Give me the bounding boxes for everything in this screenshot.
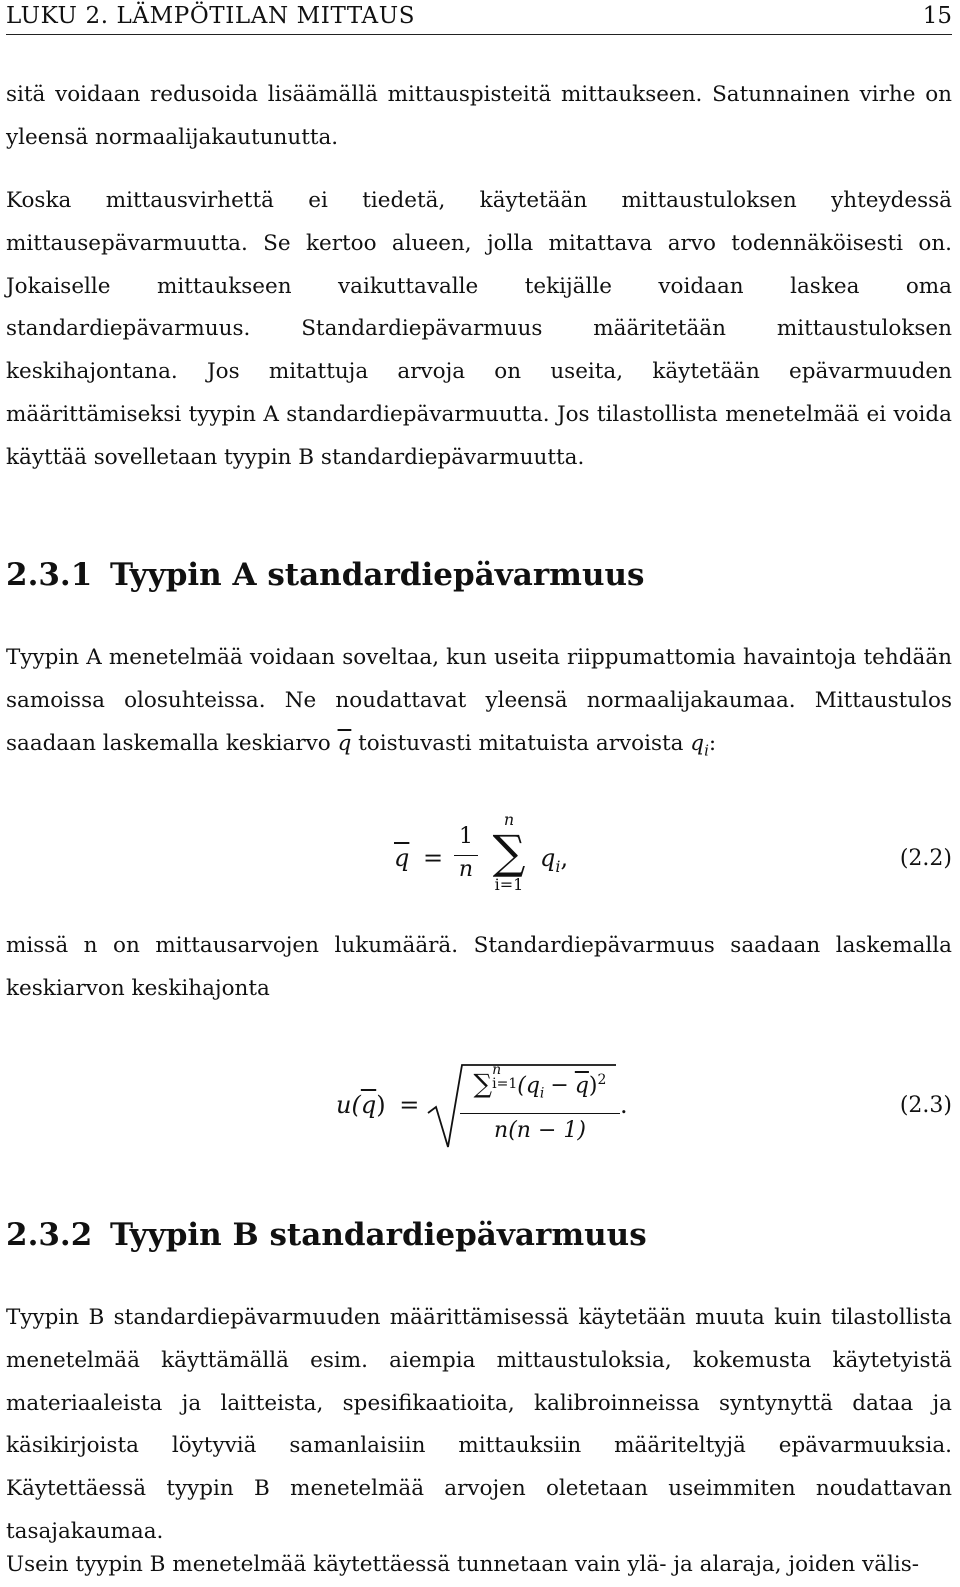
function-u: u( (336, 1091, 361, 1119)
punctuation: , (560, 844, 569, 872)
paragraph-measurement-uncertainty: Koska mittausvirhettä ei tiedetä, käytetään mittaustuloksen yhteydessä mittausepävarmuutta. Se kertoo alueen, jolla mitattava arvo todennäköisesti on. Jokaiselle mittaukseen vaikuttavalle tekijälle voidaan laskea oma standardiepävarmuus. Standardiepävarmuus määritetään mittaustuloksen keskihajontana. Jos mitattuja arvoja on useita, käytetään epävarmuuden määrittämiseksi tyypin A standardiepävarmuutta. Jos tilastollista menetelmää ei voida käyttää sovelletaan tyypin B standardiepävarmuutta. (6, 188, 952, 470)
equation-lhs (336, 1091, 419, 1119)
paragraph-standard-uncertainty: missä n on mittausarvojen lukumäärä. Standardiepävarmuus saadaan laskemalla keskiarvon keskihajonta (6, 933, 952, 1001)
minus-sign: − (550, 1073, 569, 1099)
paren-close: ) (588, 1073, 598, 1099)
punctuation: : (708, 730, 717, 756)
sum-limits (492, 1063, 517, 1091)
sum-upper-limit: n (503, 810, 515, 829)
page-number: 15 (922, 3, 952, 29)
subscript-i: i (539, 1085, 545, 1102)
sum-sign: ∑ (492, 825, 526, 879)
summation (484, 810, 534, 896)
exponent: 2 (597, 1072, 607, 1088)
root-numerator (460, 1063, 620, 1111)
section-title: Tyypin B standardiepävarmuus (110, 1217, 647, 1253)
fraction-denominator: n (454, 855, 478, 884)
paragraph-type-b-method: Tyypin B standardiepävarmuuden määrittämisessä käytetään muuta kuin tilastollista menetelmää käyttämällä esim. aiempia mittaustuloksia, kokemusta käytetyistä materiaaleista ja laitteista, spesifikaatioita, kalibroinneissa syntynyttä dataa ja käsikirjoista löytyviä samanlaisiin mittauksiin määriteltyjä epävarmuuksia. Käytettäessä tyypin B menetelmää arvojen oletetaan useimmiten noudattavan tasajakaumaa. (6, 1305, 952, 1544)
running-header (6, 0, 952, 35)
section-number: 2.3.2 (6, 1217, 93, 1253)
subscript-i: i (704, 740, 709, 759)
chapter-title: LUKU 2. LÄMPÖTILAN MITTAUS (6, 3, 416, 29)
section-title: Tyypin A standardiepävarmuus (110, 557, 645, 593)
sum-lower-limit: i=1 (494, 875, 524, 894)
section-number: 2.3.1 (6, 557, 93, 593)
fraction-numerator: 1 (459, 824, 473, 849)
subscript-i: i (555, 856, 561, 876)
mean-symbol: $\overline{q}$ (337, 730, 352, 756)
section-heading-type-b (6, 1215, 647, 1255)
paragraph-bounds: Usein tyypin B menetelmää käytettäessä tunnetaan vain ylä- ja alaraja, joiden välis- (6, 1552, 920, 1577)
mean-symbol: $\overline{q}$ (394, 844, 410, 872)
variable-q: q (690, 730, 705, 756)
paragraph-text: toistuvasti mitatuista arvoista (351, 730, 691, 756)
mean-symbol: $\overline{q}$ (574, 1073, 589, 1099)
sum-upper-limit: n (492, 1062, 502, 1078)
variable-q: q (540, 844, 556, 872)
sum-sign: ∑ (473, 1069, 493, 1100)
paragraph-type-a-method (6, 637, 952, 772)
equation-standard-uncertainty (6, 1055, 952, 1155)
equation-lhs (394, 844, 443, 872)
term-q: (q (517, 1073, 540, 1099)
equation-number: (2.2) (899, 846, 952, 871)
punctuation: . (620, 1091, 628, 1119)
summand (540, 844, 568, 876)
equation-mean (6, 810, 952, 906)
equals-sign: = (399, 1091, 420, 1119)
mean-symbol: $\overline{q}$ (360, 1091, 377, 1119)
equation-number: (2.3) (899, 1093, 952, 1118)
root-fraction (460, 1063, 620, 1148)
section-heading-type-a (6, 555, 645, 595)
paragraph-text: Tyypin A menetelmää voidaan soveltaa, kun useita riippumattomia havaintoja tehdään samoissa olosuhteissa. Ne noudattavat yleensä normaalijakaumaa. Mittaustulos saadaan laskemalla keskiarvo (6, 645, 952, 756)
paragraph-random-error: sitä voidaan redusoida lisäämällä mittauspisteitä mittaukseen. Satunnainen virhe on yleensä normaalijakautunutta. (6, 82, 952, 150)
equals-sign: = (423, 844, 444, 872)
sum-lower-limit: i=1 (492, 1076, 518, 1092)
paren-close: ) (376, 1091, 386, 1119)
fraction (454, 824, 478, 884)
root-denominator: n(n − 1) (460, 1113, 620, 1148)
